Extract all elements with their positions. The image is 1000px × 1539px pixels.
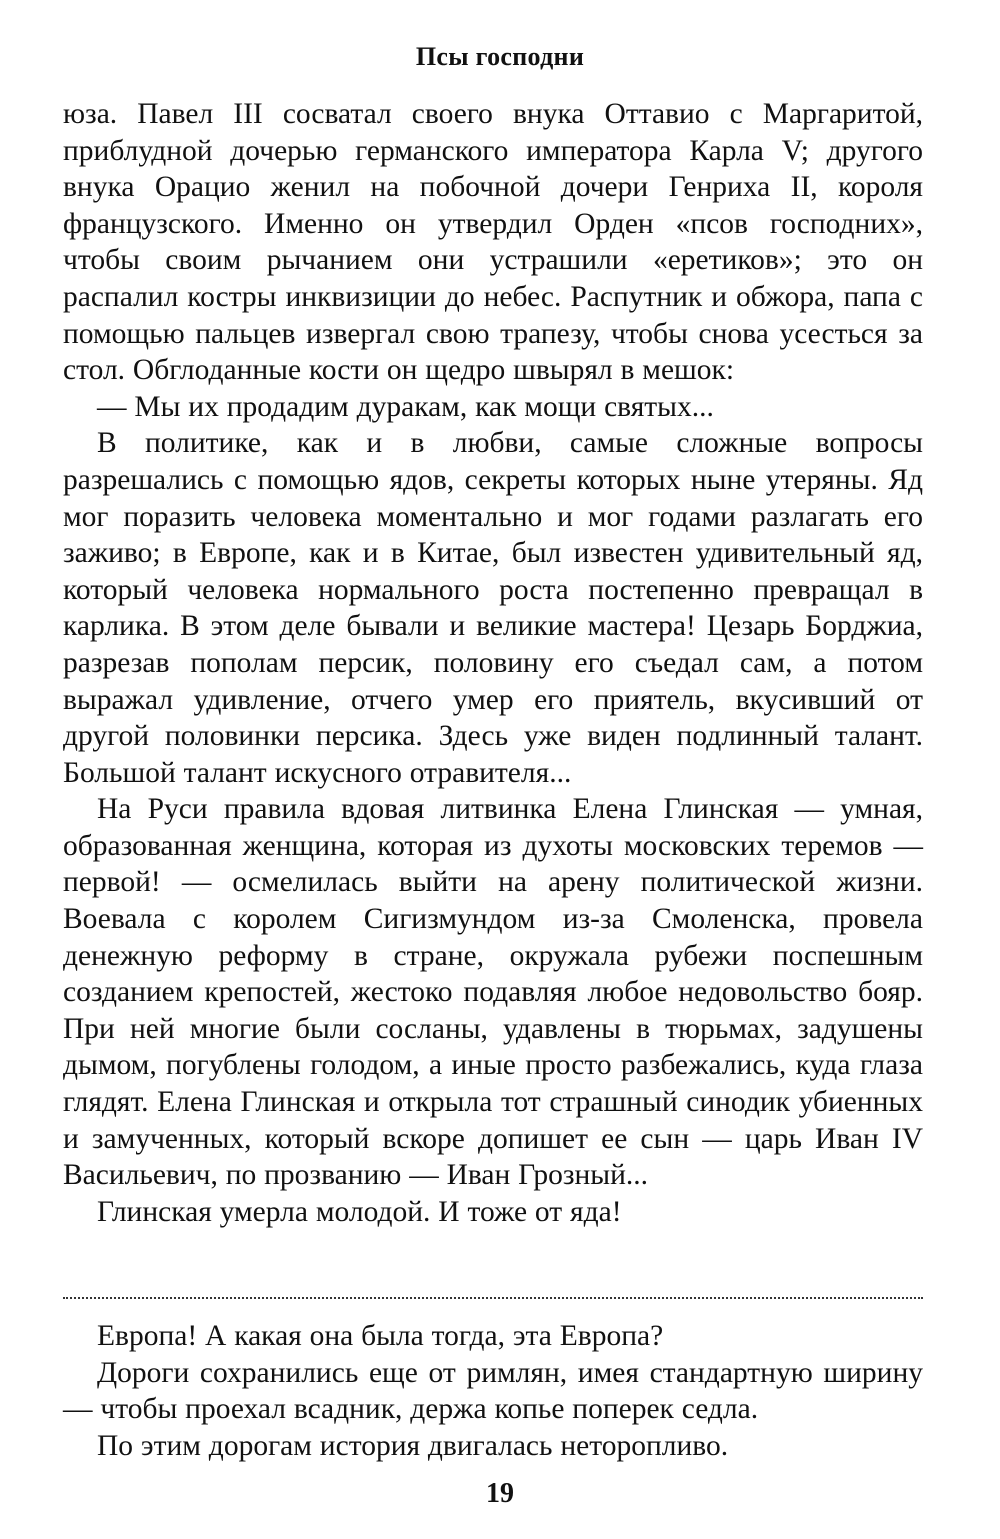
- paragraph-history-slow: По этим дорогам история двигалась неторопливо.: [97, 1429, 729, 1462]
- main-text-block: [63, 96, 923, 1230]
- paragraph-pope-paul: юза. Павел III сосватал своего внука Оттавио с Маргаритой, приблудной дочерью германского императора Карла V; другого внука Орацио женил на побочной дочери Генриха II, короля французского. Именно он утвердил Орден «псов господних», чтобы своим рычанием они устрашили «еретиков»; это он распалил костры инквизиции до небес. Распутник и обжора, папа с помощью пальцев извергал свою трапезу, чтобы снова усесться за стол. Обглоданные кости он щедро швырял в мешок:: [63, 98, 923, 387]
- page-number: 19: [486, 1478, 514, 1509]
- tail-text-block: [63, 1318, 923, 1464]
- paragraph-glinskaya-death: Глинская умерла молодой. И тоже от яда!: [97, 1195, 622, 1228]
- dotted-section-divider: [63, 1297, 923, 1299]
- paragraph-roman-roads: Дороги сохранились еще от римлян, имея стандартную ширину — чтобы проехал всадник, держа копье поперек седла.: [63, 1356, 923, 1426]
- paragraph-poisons: В политике, как и в любви, самые сложные вопросы разрешались с помощью ядов, секреты которых ныне утеряны. Яд мог поразить человека моментально и мог годами разлагать его заживо; в Европе, как и в Китае, был известен удивительный яд, который человека нормального роста постепенно превращал в карлика. В этом деле бывали и великие мастера! Цезарь Борджиа, разрезав пополам персик, половину его съедал сам, а потом выражал удивление, отчего умер его приятель, вкусивший от другой половинки персика. Здесь уже виден подлинный талант. Большой талант искусного отравителя...: [63, 427, 923, 789]
- paragraph-quote-relics: — Мы их продадим дуракам, как мощи святых...: [97, 390, 714, 423]
- running-header: Псы господни: [415, 42, 585, 71]
- paragraph-elena-glinskaya: На Руси правила вдовая литвинка Елена Глинская — умная, образованная женщина, которая из духоты московских теремов — первой! — осмелилась выйти на арену политической жизни. Воевала с королем Сигизмундом из-за Смоленска, провела денежную реформу в стране, окружала рубежи поспешным созданием крепостей, жестоко подавляя любое недовольство бояр. При ней многие были сосланы, удавлены в тюрьмах, задушены дымом, погублены голодом, а иные просто разбежались, куда глаза глядят. Елена Глинская и открыла тот страшный синодик убиенных и замученных, который вскоре допишет ее сын — царь Иван IV Васильевич, по прозванию — Иван Грозный...: [63, 793, 923, 1192]
- paragraph-europe-question: Европа! А какая она была тогда, эта Европа?: [97, 1320, 664, 1352]
